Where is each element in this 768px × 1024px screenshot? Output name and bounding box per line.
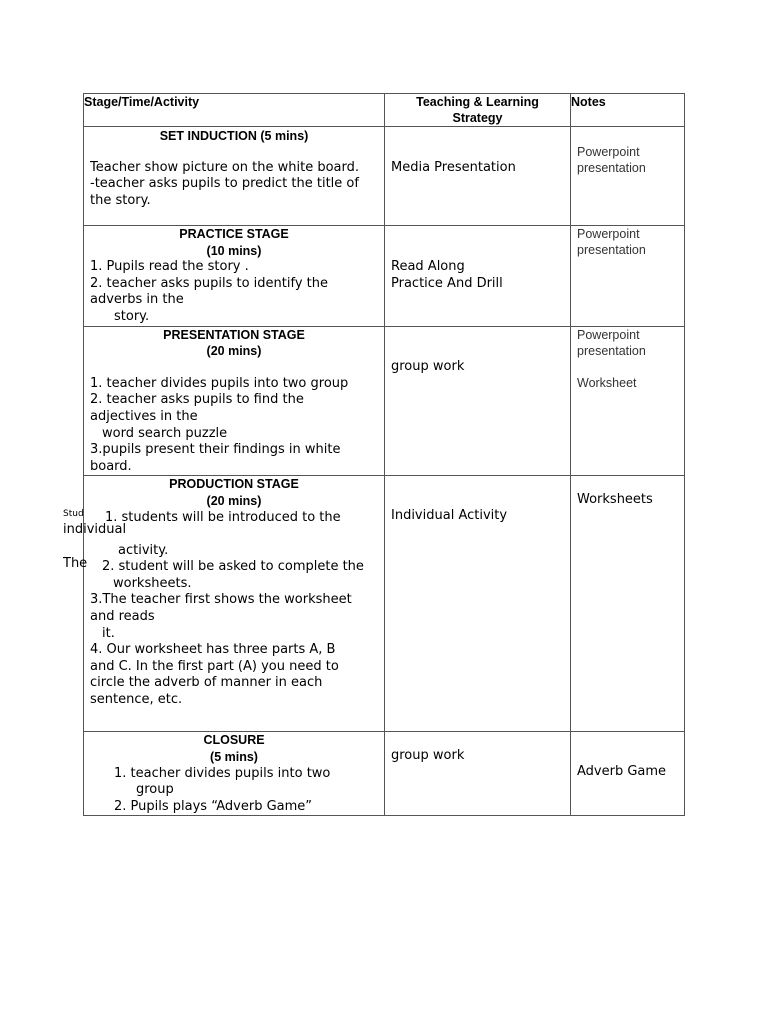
practice-strategy-2: Practice And Drill bbox=[391, 275, 503, 291]
production-line-7: and reads bbox=[90, 609, 155, 625]
set-induction-note-1: Powerpoint bbox=[577, 145, 640, 159]
presentation-line-6: board. bbox=[90, 458, 132, 474]
closure-title: CLOSURE bbox=[203, 733, 265, 748]
presentation-notes bbox=[571, 326, 685, 476]
set-induction-notes bbox=[571, 127, 685, 226]
production-note: Worksheets bbox=[577, 492, 653, 508]
header-stage-time-activity: Stage/Time/Activity bbox=[84, 94, 385, 127]
practice-strategy bbox=[385, 226, 571, 327]
set-induction-line-1: Teacher show picture on the white board. bbox=[90, 159, 360, 175]
production-time: (20 mins) bbox=[206, 493, 262, 508]
presentation-line-2: 2. teacher asks pupils to find the bbox=[90, 392, 304, 408]
production-line-11: circle the adverb of manner in each bbox=[90, 675, 323, 691]
presentation-title: PRESENTATION STAGE bbox=[163, 327, 305, 342]
closure-strategy-text: group work bbox=[391, 748, 465, 764]
set-induction-strategy bbox=[385, 127, 571, 226]
practice-time: (10 mins) bbox=[206, 243, 262, 258]
production-line-10: and C. In the first part (A) you need to bbox=[90, 658, 339, 674]
practice-line-2: 2. teacher asks pupils to identify the bbox=[90, 275, 329, 291]
closure-line-3: 2. Pupils plays “Adverb Game” bbox=[114, 798, 313, 814]
table-header-row bbox=[84, 94, 685, 127]
set-induction-activity bbox=[84, 127, 385, 226]
closure-notes bbox=[571, 732, 685, 816]
production-line-8: it. bbox=[102, 625, 115, 641]
practice-title: PRACTICE STAGE bbox=[179, 227, 289, 241]
table-row-production bbox=[84, 476, 685, 732]
table-row-closure bbox=[84, 732, 685, 816]
header-strategy-line1: Teaching & Learning bbox=[416, 95, 539, 109]
presentation-strategy bbox=[385, 326, 571, 476]
production-line-9: 4. Our worksheet has three parts A, B bbox=[90, 642, 336, 658]
presentation-strategy-text: group work bbox=[391, 358, 465, 374]
header-teaching-strategy bbox=[385, 94, 571, 127]
production-line-12: sentence, etc. bbox=[90, 692, 183, 708]
production-strategy-text: Individual Activity bbox=[391, 508, 508, 524]
production-line-5: worksheets. bbox=[113, 575, 192, 591]
table-row-set-induction bbox=[84, 127, 685, 226]
overflow-text-individual: individual bbox=[63, 522, 127, 537]
production-activity bbox=[84, 476, 385, 732]
overflow-text-the: The bbox=[63, 556, 88, 571]
practice-note-1: Powerpoint bbox=[577, 227, 640, 241]
set-induction-title: SET INDUCTION (5 mins) bbox=[159, 129, 309, 143]
lesson-plan-table bbox=[83, 93, 685, 816]
production-line-1: 1. students will be introduced to the bbox=[105, 509, 341, 525]
presentation-activity bbox=[84, 326, 385, 476]
production-line-6: 3.The teacher first shows the worksheet bbox=[90, 592, 352, 608]
presentation-line-3: adjectives in the bbox=[90, 408, 198, 424]
production-title: PRODUCTION STAGE bbox=[169, 477, 299, 492]
practice-line-4: story. bbox=[114, 308, 150, 324]
overflow-text-stud: Stud bbox=[63, 509, 84, 519]
presentation-line-1: 1. teacher divides pupils into two group bbox=[90, 375, 349, 391]
closure-note: Adverb Game bbox=[577, 764, 667, 780]
closure-line-2: group bbox=[136, 782, 174, 798]
set-induction-strategy-text: Media Presentation bbox=[391, 160, 516, 175]
presentation-line-5: 3.pupils present their findings in white bbox=[90, 442, 341, 458]
table-row-presentation bbox=[84, 326, 685, 476]
table-row-practice bbox=[84, 226, 685, 327]
practice-line-3: adverbs in the bbox=[90, 292, 184, 308]
presentation-note-2: presentation bbox=[577, 343, 646, 358]
practice-notes bbox=[571, 226, 685, 327]
practice-note-2: presentation bbox=[577, 243, 646, 258]
set-induction-line-2: -teacher asks pupils to predict the title of bbox=[90, 176, 359, 192]
production-strategy bbox=[385, 476, 571, 732]
set-induction-note-2: presentation bbox=[577, 161, 646, 176]
practice-line-1: 1. Pupils read the story . bbox=[90, 259, 249, 275]
presentation-note-3: Worksheet bbox=[577, 375, 637, 390]
practice-activity bbox=[84, 226, 385, 327]
production-line-3: activity. bbox=[118, 542, 169, 558]
production-line-4: 2. student will be asked to complete the bbox=[102, 559, 364, 575]
header-notes: Notes bbox=[571, 94, 685, 127]
practice-strategy-1: Read Along bbox=[391, 259, 465, 274]
closure-time: (5 mins) bbox=[210, 749, 258, 764]
header-strategy-line2: Strategy bbox=[452, 111, 503, 125]
closure-strategy bbox=[385, 732, 571, 816]
presentation-time: (20 mins) bbox=[206, 344, 262, 359]
closure-line-1: 1. teacher divides pupils into two bbox=[114, 765, 331, 781]
set-induction-line-3: the story. bbox=[90, 192, 151, 208]
presentation-note-1: Powerpoint bbox=[577, 327, 640, 342]
closure-activity bbox=[84, 732, 385, 816]
presentation-line-4: word search puzzle bbox=[102, 425, 228, 441]
production-notes bbox=[571, 476, 685, 732]
